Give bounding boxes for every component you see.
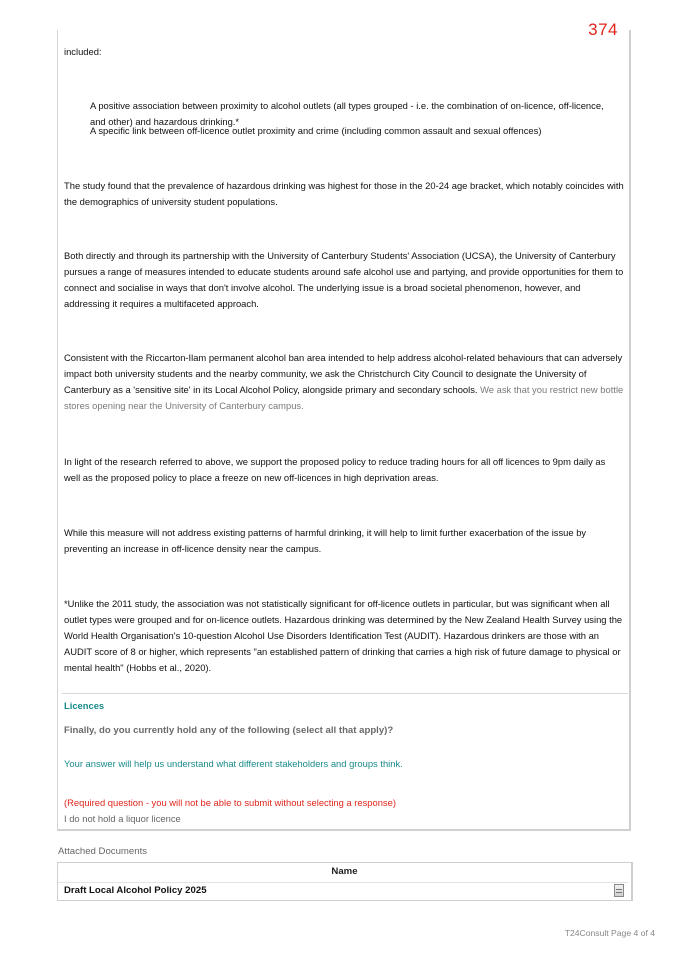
document-icon[interactable] — [614, 884, 624, 897]
document-name[interactable]: Draft Local Alcohol Policy 2025 — [64, 885, 207, 896]
response-paragraph-4: In light of the research referred to above, we support the proposed policy to reduce trading hours for all off licences to 9pm daily as well as the proposed policy to place a freeze on new off-licences in high deprivation areas. — [64, 456, 606, 483]
required-note: (Required question - you will not be able to submit without selecting a response) — [64, 797, 396, 808]
licences-answer: I do not hold a liquor licence — [64, 813, 181, 824]
licences-hint: Your answer will help us understand what different stakeholders and groups think. — [64, 758, 403, 769]
attached-documents-label: Attached Documents — [58, 846, 148, 857]
included-text: included: — [64, 46, 102, 57]
licences-question: Finally, do you currently hold any of the following (select all that apply)? — [64, 725, 394, 736]
response-paragraph-3 — [64, 350, 624, 414]
licences-heading: Licences — [64, 700, 105, 711]
submission-response-box — [57, 30, 631, 831]
page-number: 374 — [588, 20, 618, 39]
attached-documents-table — [57, 862, 633, 901]
document-row[interactable] — [58, 882, 628, 899]
finding-bullet-1: A positive association between proximity to alcohol outlets (all types grouped - i.e. the combination of on-licence, off-licence, and other) and hazardous drinking.* — [90, 100, 604, 127]
footnote-paragraph: *Unlike the 2011 study, the association was not statistically significant for off-licence outlets in particular, but was significant when all outlet types were grouped and for on-licence outlets. Hazardous drinking was determined by the New Zealand Health Survey using the World Health Organisation's 10-question Alcohol Use Disorders Identification Test (AUDIT). Hazardous drinkers are those with an AUDIT score of 8 or higher, which represents "an established pattern of drinking that carries a high risk of future damage to physical or mental health" (Hobbs et al., 2020). — [64, 598, 623, 673]
response-paragraph-2: Both directly and through its partnership with the University of Canterbury Students' Association (UCSA), the University of Canterbury pursues a range of measures intended to educate students around safe alcohol use and partying, and provide opportunities for them to connect and socialise in ways that don't involve alcohol. The underlying issue is a broad societal phenomenon, however, and addressing it requires a multifaceted approach. — [64, 250, 624, 309]
paragraph-3-main: Consistent with the Riccarton-Ilam permanent alcohol ban area intended to help address alcohol-related behaviours that can adversely impact both university students and the nearby community, we ask the Christchurch City Council to designate the University of Canterbury as a 'sensitive site' in its Local Alcohol Policy, alongside primary and secondary schools. — [64, 352, 623, 395]
page-footer: T24Consult Page 4 of 4 — [564, 928, 655, 938]
section-divider — [62, 693, 628, 694]
paragraph-3-muted: We ask that you restrict new bottle stores opening near the University of Canterbury campus. — [64, 384, 624, 411]
response-paragraph-1: The study found that the prevalence of hazardous drinking was highest for those in the 20-24 age bracket, which notably coincides with the demographics of university student populations. — [64, 180, 624, 207]
finding-bullet-2: A specific link between off-licence outlet proximity and crime (including common assault and sexual offences) — [90, 125, 542, 136]
name-column-header: Name — [331, 866, 358, 877]
response-paragraph-5: While this measure will not address existing patterns of harmful drinking, it will help to limit further exacerbation of the issue by preventing an increase in off-licence density near the campus. — [64, 527, 587, 554]
